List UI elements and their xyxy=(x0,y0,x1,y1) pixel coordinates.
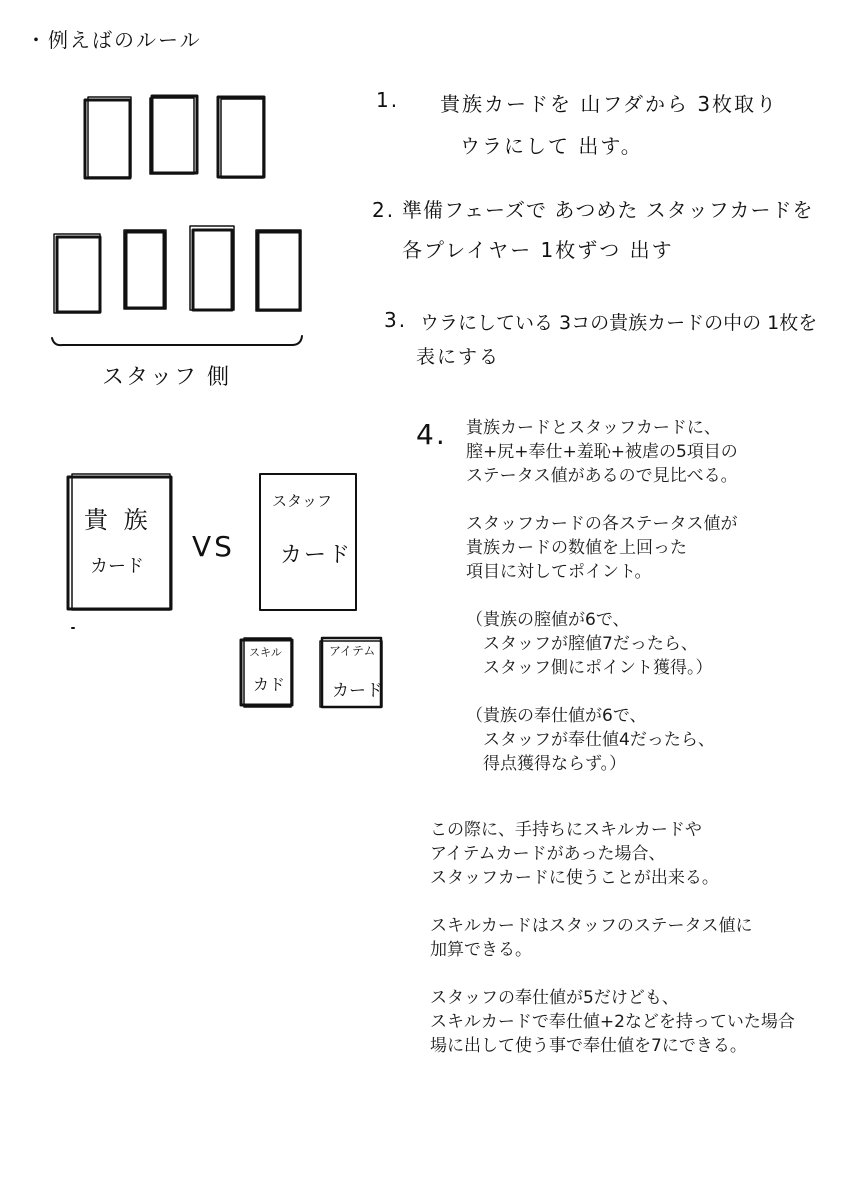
step-4-text xyxy=(466,416,738,776)
noble-card-sketch xyxy=(152,96,197,173)
staff-side-label: スタッフ 側 xyxy=(102,365,231,390)
skill-card-label-2: カド xyxy=(253,675,286,694)
staff-card-sketch xyxy=(258,232,300,310)
step4-p1-l2: 膣+尻+奉仕+羞恥+被虐の5項目の xyxy=(466,442,738,462)
step4-p2-l2: 貴族カードの数値を上回った xyxy=(466,538,687,558)
item-card-label-2: カード xyxy=(332,681,383,701)
step4-p4-l2: スタッフが奉仕値4だったら、 xyxy=(466,730,715,750)
step4-p3-l1: （貴族の膣値が6で、 xyxy=(466,610,630,630)
skill-card-label-1: スキル xyxy=(249,646,282,659)
notes-p3-l1: スタッフの奉仕値が5だけども、 xyxy=(430,988,679,1008)
step4-p3-l2: スタッフが膣値7だったら、 xyxy=(466,634,698,654)
notes-text xyxy=(430,818,795,1058)
notes-p2-l2: 加算できる。 xyxy=(430,940,532,960)
page-heading: ・例えばのルール xyxy=(26,28,202,52)
step-1-number: 1. xyxy=(376,88,400,112)
step4-p3-l3: スタッフ側にポイント獲得。） xyxy=(466,658,713,678)
step-1-line-2: ウラにして 出す。 xyxy=(460,134,643,158)
noble-card-sketch xyxy=(218,97,264,177)
staff-card-label-2: カード xyxy=(280,543,353,568)
staff-bracket xyxy=(52,336,302,345)
notes-p3-l2: スキルカードで奉仕値+2などを持っていた場合 xyxy=(430,1012,795,1032)
step-2-line-1: 準備フェーズで あつめた スタッフカードを xyxy=(402,198,814,222)
step-1-line-1: 貴族カードを 山フダから 3枚取り xyxy=(440,92,779,116)
step4-p2-l3: 項目に対してポイント。 xyxy=(466,562,652,582)
notes-p1-l1: この際に、手持ちにスキルカードや xyxy=(430,820,702,840)
vs-label: VS xyxy=(192,530,235,563)
staff-cards-row xyxy=(54,226,301,313)
notes-p1-l2: アイテムカードがあった場合、 xyxy=(430,844,666,864)
step-4-number: 4. xyxy=(416,418,447,451)
step-2-line-2: 各プレイヤー 1枚ずつ 出す xyxy=(402,238,674,262)
face-down-noble-cards xyxy=(85,96,264,178)
noble-card-large xyxy=(68,477,171,609)
noble-card-sketch xyxy=(85,100,130,178)
item-card-label-1: アイテム xyxy=(329,644,376,658)
notes-p3-l3: 場に出して使う事で奉仕値を7にできる。 xyxy=(430,1036,747,1056)
step4-p1-l3: ステータス値があるので見比べる。 xyxy=(466,466,738,486)
step-3-number: 3. xyxy=(384,308,408,332)
step4-p4-l1: （貴族の奉仕値が6で、 xyxy=(466,706,647,726)
step-3-line-1: ウラにしている 3コの貴族カードの中の 1枚を xyxy=(420,312,818,334)
step-3-line-2: 表にする xyxy=(416,346,501,368)
notes-p2-l1: スキルカードはスタッフのステータス値に xyxy=(430,916,753,936)
staff-card-label-1: スタッフ xyxy=(272,492,333,510)
step4-p1-l1: 貴族カードとスタッフカードに、 xyxy=(466,418,721,438)
staff-card-sketch xyxy=(126,232,164,308)
staff-card-sketch xyxy=(57,237,100,312)
step-2-number: 2. xyxy=(372,198,396,222)
noble-card-label-2: カード xyxy=(90,556,144,577)
noble-card-label-1: 貴 族 xyxy=(84,506,152,534)
step4-p4-l3: 得点獲得ならず。） xyxy=(466,754,627,774)
staff-card-sketch xyxy=(193,230,232,310)
step4-p2-l1: スタッフカードの各ステータス値が xyxy=(466,514,738,534)
notes-p1-l3: スタッフカードに使うことが出来る。 xyxy=(430,868,719,888)
